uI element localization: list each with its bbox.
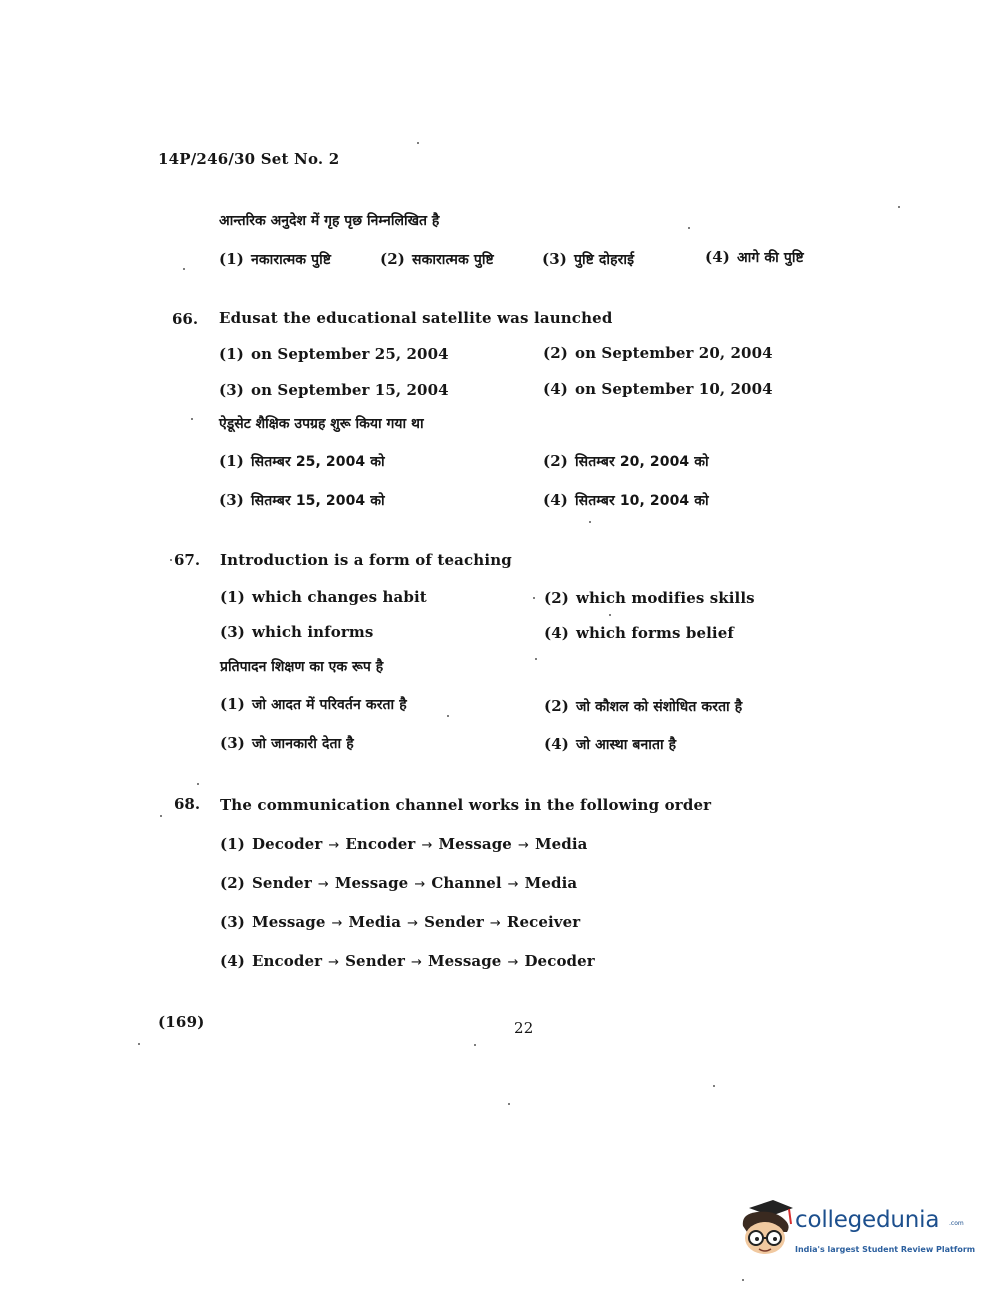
arrow-right-icon: → [421,838,433,853]
arrow-right-icon: → [517,838,529,853]
question-68-option-1: (1) Decoder → Encoder → Message → Media [220,835,588,853]
question-66-hindi-option-4: (4) सितम्बर 10, 2004 को [543,491,709,509]
question-67-text: Introduction is a form of teaching [220,551,512,569]
question-66-hindi-text: ऐडूसेट शैक्षिक उपग्रह शुरू किया गया था [219,416,424,432]
arrow-right-icon: → [507,955,519,970]
question-66-hindi-option-2: (2) सितम्बर 20, 2004 को [543,452,709,470]
prev-option-1: (1) नकारात्मक पुष्टि [219,250,332,268]
page-number: 22 [514,1019,534,1037]
arrow-right-icon: → [410,955,422,970]
question-66-option-3: (3) on September 15, 2004 [219,381,449,399]
question-68-option-2: (2) Sender → Message → Channel → Media [220,874,578,892]
prev-option-2: (2) सकारात्मक पुष्टि [380,250,494,268]
arrow-right-icon: → [328,838,340,853]
question-67-hindi-option-1: (1) जो आदत में परिवर्तन करता है [220,695,407,713]
arrow-right-icon: → [414,877,426,892]
prev-question-hindi-text: आन्तरिक अनुदेश में गृह पृछ निम्नलिखित है [219,213,440,229]
arrow-right-icon: → [317,877,329,892]
set-code: 14P/246/30 Set No. 2 [158,150,340,168]
question-66-number: 66. [172,310,199,328]
arrow-right-icon: → [489,916,501,931]
question-66-text: Edusat the educational satellite was launched [219,309,613,327]
question-66-option-1: (1) on September 25, 2004 [219,345,449,363]
arrow-right-icon: → [507,877,519,892]
question-67-hindi-option-2: (2) जो कौशल को संशोधित करता है [544,697,743,715]
question-67-option-1: (1) which changes habit [220,588,427,606]
question-68-option-3: (3) Message → Media → Sender → Receiver [220,913,581,931]
collegedunia-tagline: India's largest Student Review Platform [795,1245,976,1254]
question-67-number: 67. [174,551,201,569]
question-68-option-4: (4) Encoder → Sender → Message → Decoder [220,952,595,970]
arrow-right-icon: → [328,955,340,970]
question-66-hindi-option-1: (1) सितम्बर 25, 2004 को [219,452,385,470]
arrow-right-icon: → [331,916,343,931]
arrow-right-icon: → [407,916,419,931]
question-66-option-2: (2) on September 20, 2004 [543,344,773,362]
question-67-hindi-text: प्रतिपादन शिक्षण का एक रूप है [220,659,384,675]
question-68-number: 68. [174,795,201,813]
question-67-hindi-option-3: (3) जो जानकारी देता है [220,734,354,752]
prev-option-3: (3) पुष्टि दोहराई [542,250,635,268]
collegedunia-brand-text: collegedunia [795,1207,940,1233]
question-67-option-2: (2) which modifies skills [544,589,755,607]
question-67-option-4: (4) which forms belief [544,624,734,642]
question-66-hindi-option-3: (3) सितम्बर 15, 2004 को [219,491,385,509]
prev-option-4: (4) आगे की पुष्टि [705,248,804,266]
question-67-option-3: (3) which informs [220,623,374,641]
question-67-hindi-option-4: (4) जो आस्था बनाता है [544,735,677,753]
collegedunia-domain-suffix: .com [949,1220,964,1227]
footer-code: (169) [158,1013,205,1031]
question-68-text: The communication channel works in the following order [220,796,712,814]
question-66-option-4: (4) on September 10, 2004 [543,380,773,398]
